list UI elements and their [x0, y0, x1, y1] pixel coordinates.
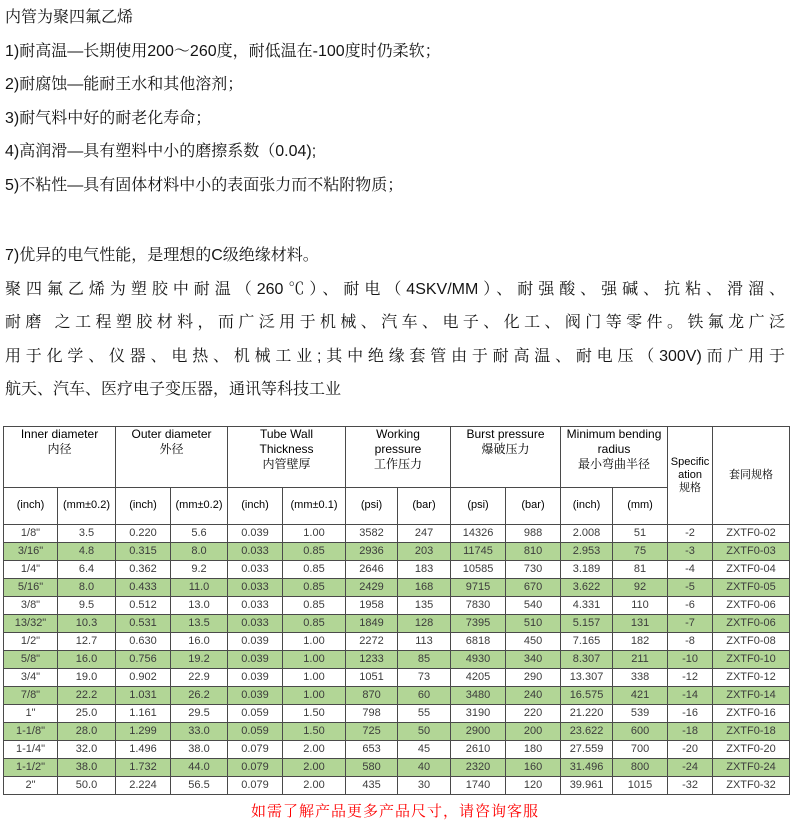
table-cell: 16.0	[58, 650, 116, 668]
table-cell: 0.033	[228, 542, 283, 560]
subheader-wall-mm: (mm±0.1)	[283, 487, 346, 524]
table-cell: -7	[668, 614, 713, 632]
table-cell: 11745	[451, 542, 506, 560]
table-cell: -16	[668, 704, 713, 722]
table-cell: 0.85	[283, 560, 346, 578]
table-cell: -14	[668, 686, 713, 704]
table-cell: 2.224	[116, 776, 171, 794]
table-cell: 203	[398, 542, 451, 560]
table-cell: 39.961	[561, 776, 613, 794]
table-cell: 73	[398, 668, 451, 686]
table-cell: 182	[613, 632, 668, 650]
table-cell: 131	[613, 614, 668, 632]
table-cell: 60	[398, 686, 451, 704]
table-cell: 1.50	[283, 704, 346, 722]
header-burst-pressure-en: Burst pressure	[466, 426, 545, 441]
footer-note: 如需了解产品更多产品尺寸，请咨询客服	[250, 802, 539, 820]
table-cell: 32.0	[58, 740, 116, 758]
table-cell: -12	[668, 668, 713, 686]
table-cell: 1.00	[283, 668, 346, 686]
table-row	[4, 740, 790, 758]
table-cell: 31.496	[561, 758, 613, 776]
table-cell: -18	[668, 722, 713, 740]
table-cell: 22.9	[171, 668, 228, 686]
table-cell: ZXTF0-20	[713, 740, 790, 758]
table-cell: 2900	[451, 722, 506, 740]
table-cell: ZXTF0-04	[713, 560, 790, 578]
table-cell: 27.559	[561, 740, 613, 758]
table-cell: 0.220	[116, 524, 171, 542]
table-cell: 0.039	[228, 524, 283, 542]
table-cell: ZXTF0-03	[713, 542, 790, 560]
table-cell: ZXTF0-32	[713, 776, 790, 794]
table-cell: 29.5	[171, 704, 228, 722]
table-cell: 3.622	[561, 578, 613, 596]
table-cell: ZXTF0-06	[713, 596, 790, 614]
table-row	[4, 650, 790, 668]
table-cell: 0.033	[228, 614, 283, 632]
subheader-burst-bar: (bar)	[506, 487, 561, 524]
table-cell: -3	[668, 542, 713, 560]
table-cell: 1.00	[283, 686, 346, 704]
table-cell: -6	[668, 596, 713, 614]
table-cell: 2.00	[283, 740, 346, 758]
table-cell: 2.008	[561, 524, 613, 542]
table-cell: 725	[346, 722, 398, 740]
table-cell: 81	[613, 560, 668, 578]
table-cell: 7830	[451, 596, 506, 614]
table-cell: 13.0	[171, 596, 228, 614]
table-cell: 1.732	[116, 758, 171, 776]
table-cell: 0.85	[283, 614, 346, 632]
table-cell: 1-1/4"	[4, 740, 58, 758]
header-outer-diameter-en: Outer diameter	[131, 426, 212, 441]
table-row	[4, 758, 790, 776]
table-cell: 0.85	[283, 596, 346, 614]
table-cell: 539	[613, 704, 668, 722]
table-cell: 180	[506, 740, 561, 758]
table-cell: 3.189	[561, 560, 613, 578]
table-cell: 1-1/8"	[4, 722, 58, 740]
table-cell: 4205	[451, 668, 506, 686]
subheader-working-bar: (bar)	[398, 487, 451, 524]
table-cell: 0.512	[116, 596, 171, 614]
table-cell: 653	[346, 740, 398, 758]
table-cell: 0.079	[228, 776, 283, 794]
table-cell: 1958	[346, 596, 398, 614]
table-cell: 45	[398, 740, 451, 758]
table-cell: 1-1/2"	[4, 758, 58, 776]
table-cell: 2429	[346, 578, 398, 596]
table-cell: 2.953	[561, 542, 613, 560]
table-cell: 220	[506, 704, 561, 722]
table-cell: 1849	[346, 614, 398, 632]
table-cell: 450	[506, 632, 561, 650]
table-cell: 50.0	[58, 776, 116, 794]
subheader-inner-inch: (inch)	[4, 487, 58, 524]
subheader-bend-mm: (mm)	[613, 487, 668, 524]
table-row	[4, 614, 790, 632]
table-cell: 7.165	[561, 632, 613, 650]
table-cell: 0.039	[228, 650, 283, 668]
table-cell: 38.0	[58, 758, 116, 776]
table-cell: 40	[398, 758, 451, 776]
header-wall-thickness	[228, 426, 346, 487]
table-cell: 2.00	[283, 776, 346, 794]
paragraph-line: 航天、汽车、医疗电子变压器，通讯等科技工业	[5, 381, 342, 398]
table-cell: 800	[613, 758, 668, 776]
table-cell: 9715	[451, 578, 506, 596]
table-cell: 798	[346, 704, 398, 722]
intro-text	[0, 0, 790, 273]
table-cell: 19.0	[58, 668, 116, 686]
table-cell: 700	[613, 740, 668, 758]
subheader-bend-inch: (inch)	[561, 487, 613, 524]
table-body	[4, 524, 790, 794]
table-cell: 0.362	[116, 560, 171, 578]
table-cell: 670	[506, 578, 561, 596]
table-cell: 51	[613, 524, 668, 542]
table-cell: 0.033	[228, 578, 283, 596]
intro-line: 3)耐气料中好的耐老化寿命；	[5, 109, 212, 127]
header-burst-pressure	[451, 426, 561, 487]
table-cell: 4.8	[58, 542, 116, 560]
header-inner-diameter-zh: 内径	[47, 441, 72, 456]
table-cell: 3582	[346, 524, 398, 542]
table-row	[4, 632, 790, 650]
table-row	[4, 524, 790, 542]
table-cell: 12.7	[58, 632, 116, 650]
table-cell: 21.220	[561, 704, 613, 722]
table-cell: 580	[346, 758, 398, 776]
table-cell: 8.0	[58, 578, 116, 596]
table-cell: 1051	[346, 668, 398, 686]
intro-line: 内管为聚四氟乙烯	[5, 9, 134, 26]
table-cell: 211	[613, 650, 668, 668]
table-cell: 340	[506, 650, 561, 668]
table-cell: 28.0	[58, 722, 116, 740]
table-cell: 5.6	[171, 524, 228, 542]
header-burst-pressure-zh: 爆破压力	[481, 441, 530, 456]
table-cell: 23.622	[561, 722, 613, 740]
table-cell: 1.00	[283, 632, 346, 650]
table-cell: 38.0	[171, 740, 228, 758]
header-inner-diameter-en: Inner diameter	[20, 426, 99, 441]
table-cell: 600	[613, 722, 668, 740]
table-cell: 3480	[451, 686, 506, 704]
intro-line: 1)耐高温—长期使用200～260度，耐低温在-100度时仍柔软；	[5, 42, 441, 60]
spec-table	[3, 426, 790, 795]
table-cell: 421	[613, 686, 668, 704]
table-cell: 55	[398, 704, 451, 722]
table-cell: 14326	[451, 524, 506, 542]
table-cell: 22.2	[58, 686, 116, 704]
table-cell: 1/8"	[4, 524, 58, 542]
table-cell: 290	[506, 668, 561, 686]
table-cell: 4.331	[561, 596, 613, 614]
table-cell: 30	[398, 776, 451, 794]
table-cell: 2610	[451, 740, 506, 758]
header-inner-diameter	[4, 426, 116, 487]
paragraph-line: 用于化学、仪器、电热、机械工业;其中绝缘套管由于耐高温、耐电压（300V)而广用于	[5, 347, 785, 365]
table-cell: 2936	[346, 542, 398, 560]
table-header	[4, 426, 790, 524]
header-specification-en: Specification	[670, 455, 710, 481]
table-cell: 1/4"	[4, 560, 58, 578]
table-cell: 0.433	[116, 578, 171, 596]
table-cell: 0.902	[116, 668, 171, 686]
table-row	[4, 596, 790, 614]
table-cell: 435	[346, 776, 398, 794]
header-specification-zh: 规格	[679, 481, 702, 494]
table-cell: 0.85	[283, 542, 346, 560]
header-wall-thickness-en: Tube Wall Thickness	[259, 426, 314, 456]
table-row	[4, 776, 790, 794]
table-cell: -2	[668, 524, 713, 542]
table-cell: 0.315	[116, 542, 171, 560]
table-cell: 56.5	[171, 776, 228, 794]
header-matching-spec: 套同规格	[713, 426, 790, 524]
subheader-burst-psi: (psi)	[451, 487, 506, 524]
intro-line: 5)不粘性—具有固体材料中小的表面张力而不粘附物质；	[5, 176, 404, 194]
table-cell: 0.85	[283, 578, 346, 596]
table-cell: 988	[506, 524, 561, 542]
table-cell: -20	[668, 740, 713, 758]
table-cell: 2646	[346, 560, 398, 578]
table-cell: 200	[506, 722, 561, 740]
table-cell: 0.531	[116, 614, 171, 632]
table-cell: 0.059	[228, 704, 283, 722]
table-cell: 1"	[4, 704, 58, 722]
table-cell: 110	[613, 596, 668, 614]
table-cell: 120	[506, 776, 561, 794]
table-cell: 0.756	[116, 650, 171, 668]
table-cell: 1.00	[283, 524, 346, 542]
table-cell: ZXTF0-24	[713, 758, 790, 776]
table-cell: 0.059	[228, 722, 283, 740]
table-cell: 3/16"	[4, 542, 58, 560]
table-cell: 0.039	[228, 632, 283, 650]
table-cell: 13/32"	[4, 614, 58, 632]
table-cell: 0.630	[116, 632, 171, 650]
table-cell: 168	[398, 578, 451, 596]
table-cell: 10585	[451, 560, 506, 578]
table-cell: 128	[398, 614, 451, 632]
table-cell: 247	[398, 524, 451, 542]
table-cell: 160	[506, 758, 561, 776]
table-cell: 1233	[346, 650, 398, 668]
table-cell: 75	[613, 542, 668, 560]
table-cell: 5.157	[561, 614, 613, 632]
table-cell: 3190	[451, 704, 506, 722]
header-working-pressure-en: Working pressure	[374, 426, 422, 456]
table-cell: 240	[506, 686, 561, 704]
table-cell: ZXTF0-02	[713, 524, 790, 542]
table-cell: 7395	[451, 614, 506, 632]
table-cell: 19.2	[171, 650, 228, 668]
table-cell: 9.5	[58, 596, 116, 614]
table-cell: 0.033	[228, 560, 283, 578]
table-cell: 25.0	[58, 704, 116, 722]
intro-line: 2)耐腐蚀—能耐王水和其他溶剂；	[5, 76, 244, 93]
table-cell: 1740	[451, 776, 506, 794]
subheader-outer-inch: (inch)	[116, 487, 171, 524]
table-cell: -10	[668, 650, 713, 668]
table-cell: 1.031	[116, 686, 171, 704]
table-cell: 85	[398, 650, 451, 668]
table-cell: 1.00	[283, 650, 346, 668]
table-cell: 4930	[451, 650, 506, 668]
table-cell: ZXTF0-10	[713, 650, 790, 668]
table-cell: ZXTF0-08	[713, 632, 790, 650]
table-cell: -5	[668, 578, 713, 596]
table-cell: 16.575	[561, 686, 613, 704]
table-cell: 0.039	[228, 686, 283, 704]
spec-paragraph	[0, 273, 790, 407]
table-cell: -4	[668, 560, 713, 578]
table-cell: ZXTF0-05	[713, 578, 790, 596]
table-row	[4, 686, 790, 704]
header-working-pressure-zh: 工作压力	[374, 456, 423, 471]
table-cell: -8	[668, 632, 713, 650]
subheader-wall-inch: (inch)	[228, 487, 283, 524]
table-cell: 8.0	[171, 542, 228, 560]
table-cell: ZXTF0-12	[713, 668, 790, 686]
table-cell: 2272	[346, 632, 398, 650]
table-cell: 44.0	[171, 758, 228, 776]
table-cell: 2.00	[283, 758, 346, 776]
intro-line: 7)优异的电气性能，是理想的C级绝缘材料。	[5, 247, 319, 264]
header-min-bending-radius-en: Minimum bending radius	[566, 426, 662, 456]
table-row	[4, 668, 790, 686]
table-cell: 33.0	[171, 722, 228, 740]
table-cell: 6.4	[58, 560, 116, 578]
table-cell: 1015	[613, 776, 668, 794]
table-cell: 0.033	[228, 596, 283, 614]
table-row	[4, 578, 790, 596]
intro-line: 4)高润滑—具有塑料中小的磨擦系数（0.04);	[5, 143, 317, 160]
table-cell: 9.2	[171, 560, 228, 578]
table-cell: 1.299	[116, 722, 171, 740]
paragraph-line: 耐磨 之工程塑胶材料，而广泛用于机械、汽车、电子、化工、阀门等零件。铁氟龙广泛	[5, 314, 785, 331]
header-min-bending-radius-zh: 最小弯曲半径	[578, 456, 651, 471]
table-cell: -32	[668, 776, 713, 794]
table-cell: 5/8"	[4, 650, 58, 668]
table-cell: 3/4"	[4, 668, 58, 686]
table-cell: 1.50	[283, 722, 346, 740]
table-cell: 870	[346, 686, 398, 704]
table-row	[4, 704, 790, 722]
table-cell: 2320	[451, 758, 506, 776]
table-row	[4, 722, 790, 740]
table-cell: 26.2	[171, 686, 228, 704]
table-cell: ZXTF0-18	[713, 722, 790, 740]
subheader-working-psi: (psi)	[346, 487, 398, 524]
table-cell: 3/8"	[4, 596, 58, 614]
table-cell: 183	[398, 560, 451, 578]
header-specification	[668, 426, 713, 524]
header-outer-diameter-zh: 外径	[159, 441, 184, 456]
table-cell: 113	[398, 632, 451, 650]
table-cell: 92	[613, 578, 668, 596]
header-wall-thickness-zh: 内管壁厚	[262, 456, 311, 471]
table-cell: 5/16"	[4, 578, 58, 596]
table-cell: 0.079	[228, 758, 283, 776]
table-row	[4, 542, 790, 560]
table-row	[4, 560, 790, 578]
table-cell: 8.307	[561, 650, 613, 668]
table-cell: 50	[398, 722, 451, 740]
table-cell: 1.496	[116, 740, 171, 758]
table-cell: 135	[398, 596, 451, 614]
table-cell: 510	[506, 614, 561, 632]
table-cell: 13.307	[561, 668, 613, 686]
table-cell: 3.5	[58, 524, 116, 542]
table-cell: 13.5	[171, 614, 228, 632]
table-cell: 11.0	[171, 578, 228, 596]
table-cell: 2"	[4, 776, 58, 794]
table-cell: 338	[613, 668, 668, 686]
subheader-outer-mm: (mm±0.2)	[171, 487, 228, 524]
table-cell: 7/8"	[4, 686, 58, 704]
table-cell: ZXTF0-06	[713, 614, 790, 632]
header-min-bending-radius	[561, 426, 668, 487]
header-working-pressure	[346, 426, 451, 487]
table-cell: ZXTF0-14	[713, 686, 790, 704]
table-cell: 0.039	[228, 668, 283, 686]
header-outer-diameter	[116, 426, 228, 487]
table-cell: 0.079	[228, 740, 283, 758]
table-cell: 1.161	[116, 704, 171, 722]
table-cell: 540	[506, 596, 561, 614]
table-cell: 730	[506, 560, 561, 578]
table-cell: 810	[506, 542, 561, 560]
table-cell: 16.0	[171, 632, 228, 650]
table-cell: 1/2"	[4, 632, 58, 650]
table-cell: 10.3	[58, 614, 116, 632]
table-cell: -24	[668, 758, 713, 776]
table-cell: 6818	[451, 632, 506, 650]
paragraph-line: 聚四氟乙烯为塑胶中耐温（260℃）、耐电（4SKV/MM）、耐强酸、强碱、抗粘、滑溜、	[5, 280, 785, 298]
table-cell: ZXTF0-16	[713, 704, 790, 722]
subheader-inner-mm: (mm±0.2)	[58, 487, 116, 524]
